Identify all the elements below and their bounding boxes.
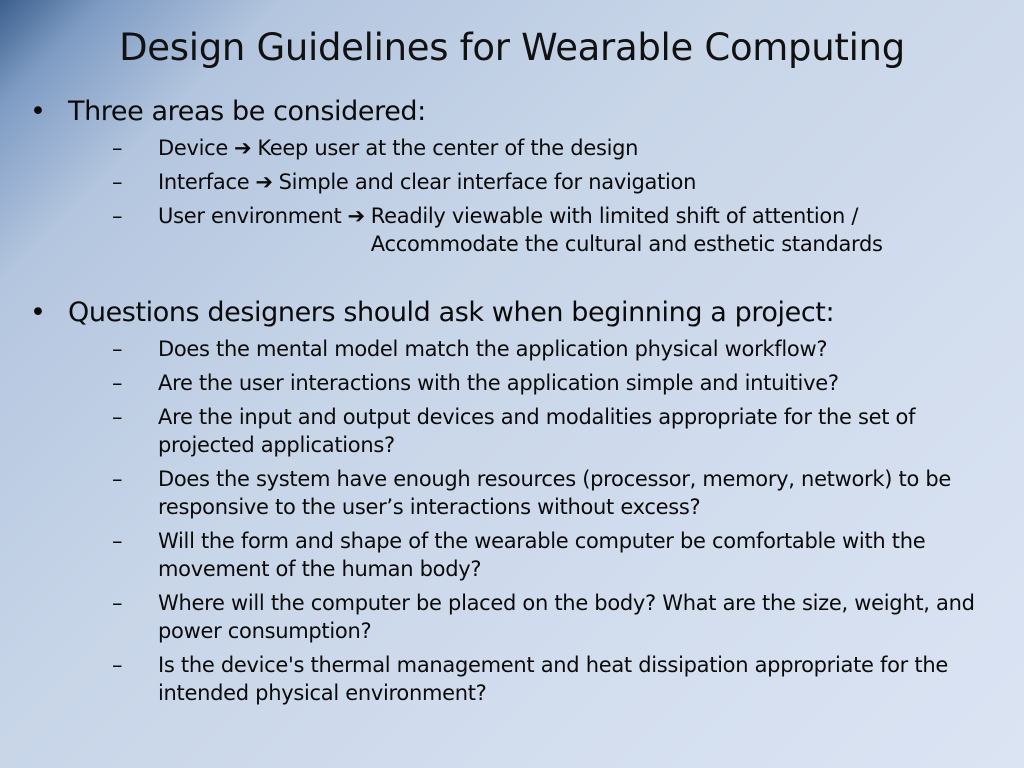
section-areas: [0, 95, 1024, 258]
arrow-right-icon: ➔: [255, 170, 273, 194]
dash-icon: –: [112, 337, 123, 361]
question-item: [0, 369, 988, 397]
section-questions: [0, 296, 1024, 707]
dash-icon: –: [112, 371, 123, 395]
guideline-item-device: [0, 134, 988, 162]
dash-icon: –: [112, 653, 123, 677]
question-item: [0, 465, 988, 521]
dash-icon: –: [112, 204, 123, 228]
guideline-item-user-environment: [0, 202, 988, 258]
question-item: [0, 527, 988, 583]
arrow-right-icon: ➔: [347, 204, 365, 228]
dash-icon: –: [112, 170, 123, 194]
question-text: Is the device's thermal management and heat dissipation appropriate for the intended physical environment?: [158, 653, 948, 705]
dash-icon: –: [112, 467, 123, 491]
dash-icon: –: [112, 405, 123, 429]
question-item: [0, 403, 988, 459]
bullet-questions: [0, 296, 1024, 330]
guideline-text: Readily viewable with limited shift of attention / Accommodate the cultural and esthetic standards: [370, 204, 883, 256]
bullet-dot-icon: •: [30, 96, 46, 127]
guideline-label: User environment: [158, 204, 342, 228]
bullet-dot-icon: •: [30, 297, 46, 328]
dash-icon: –: [112, 529, 123, 553]
question-text: Are the input and output devices and modalities appropriate for the set of projected applications?: [158, 405, 916, 457]
arrow-right-icon: ➔: [234, 136, 252, 160]
guideline-label: Interface: [158, 170, 250, 194]
question-text: Does the system have enough resources (processor, memory, network) to be responsive to the user’s interactions without excess?: [158, 467, 952, 519]
guideline-label: Device: [158, 136, 229, 160]
guideline-list: [0, 134, 1024, 258]
slide-title: Design Guidelines for Wearable Computing: [119, 26, 905, 69]
guideline-text: Keep user at the center of the design: [257, 136, 639, 160]
dash-icon: –: [112, 136, 123, 160]
bullet-areas: [0, 95, 1024, 129]
slide-content: [0, 95, 1024, 713]
dash-icon: –: [112, 591, 123, 615]
question-text: Where will the computer be placed on the body? What are the size, weight, and power consumption?: [158, 591, 975, 643]
question-text: Are the user interactions with the application simple and intuitive?: [158, 371, 839, 395]
question-item: [0, 589, 988, 645]
section-heading: Three areas be considered:: [68, 96, 426, 127]
question-text: Will the form and shape of the wearable computer be comfortable with the movement of the human body?: [158, 529, 926, 581]
question-item: [0, 335, 988, 363]
guideline-text: Simple and clear interface for navigation: [278, 170, 697, 194]
question-list: [0, 335, 1024, 707]
question-item: [0, 651, 988, 707]
section-heading: Questions designers should ask when beginning a project:: [68, 297, 835, 328]
guideline-item-interface: [0, 168, 988, 196]
question-text: Does the mental model match the application physical workflow?: [158, 337, 828, 361]
